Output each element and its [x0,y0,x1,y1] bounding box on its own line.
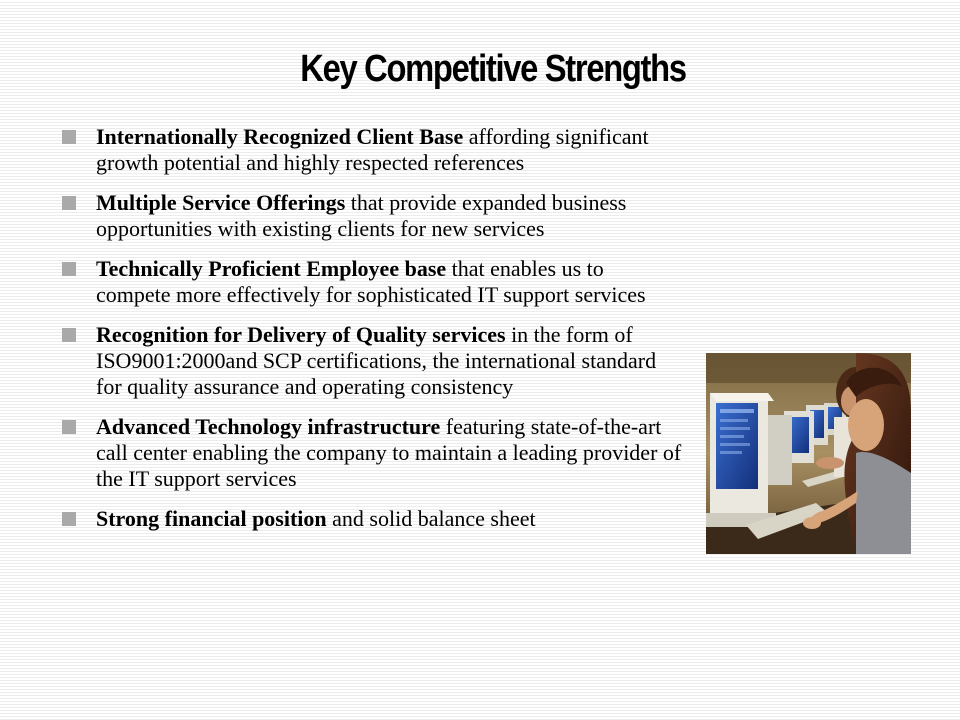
bullet-body-text: that provide expanded business opportunities with existing clients for new services [96,190,627,241]
slide-title: Key Competitive Strengths [300,48,686,90]
square-bullet-icon [62,328,76,342]
bullet-body-text: and solid balance sheet [326,506,536,531]
bullet-body-text: in the form of ISO9001:2000and SCP certifications, the international standard for quality assurance and operating consistency [96,322,657,399]
bullet-lead-text: Multiple Service Offerings [96,190,346,215]
square-bullet-icon [62,130,76,144]
square-bullet-icon [62,420,76,434]
bullet-lead-text: Advanced Technology infrastructure [96,414,441,439]
bullet-lead-text: Strong financial position [96,506,327,531]
bullet-item [62,256,682,308]
square-bullet-icon [62,196,76,210]
bullet-body-text: affording significant growth potential and highly respected references [96,124,649,175]
square-bullet-icon [62,512,76,526]
square-bullet-icon [62,262,76,276]
bullet-item [62,190,682,242]
bullet-item [62,124,682,176]
bullet-item [62,506,682,532]
bullet-lead-text: Internationally Recognized Client Base [96,124,464,149]
call-center-photo [706,353,911,554]
bullet-body-text: that enables us to compete more effectively for sophisticated IT support services [96,256,646,307]
bullet-body-text: featuring state-of-the-art call center enabling the company to maintain a leading provider of the IT support services [96,414,682,491]
bullet-item [62,414,682,492]
bullet-lead-text: Technically Proficient Employee base [96,256,447,281]
bullet-lead-text: Recognition for Delivery of Quality services [96,322,506,347]
bullet-list [62,124,682,546]
bullet-item [62,322,682,400]
